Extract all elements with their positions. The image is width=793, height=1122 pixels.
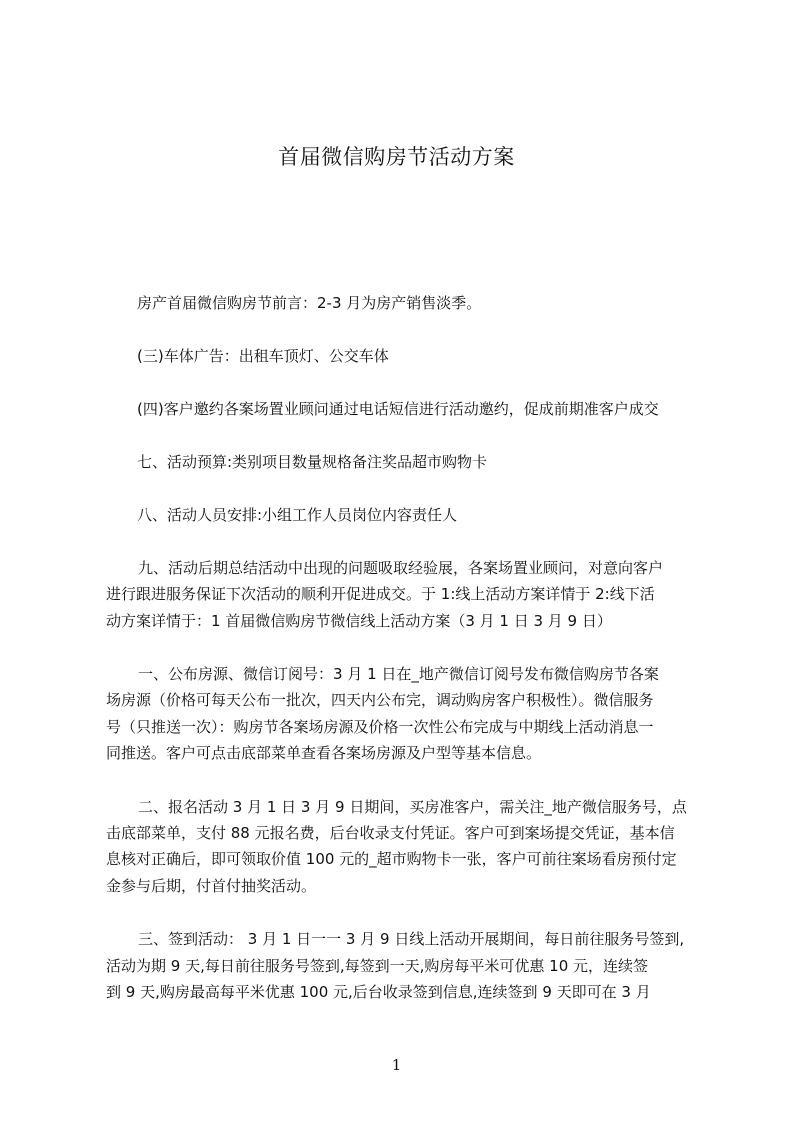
paragraph-line: 场房源（价格可每天公布一批次，四天内公布完，调动购房客户积极性）。微信服务 — [106, 691, 654, 709]
paragraph-line: 八、活动人员安排:小组工作人员岗位内容责任人 — [137, 506, 458, 524]
paragraph-line: 击底部菜单，支付 88 元报名费，后台收录支付凭证。客户可到案场提交凭证，基本信 — [106, 824, 675, 842]
paragraph-line: 号（只推送一次）：购房节各案场房源及价格一次性公布完成与中期线上活动消息一 — [106, 718, 654, 736]
document-title: 首届微信购房节活动方案 — [278, 145, 515, 169]
paragraph-line: 七、活动预算:类别项目数量规格备注奖品超市购物卡 — [137, 453, 488, 471]
page-number: 1 — [391, 1056, 402, 1074]
paragraph-line: 动方案详情于：1 首届微信购房节微信线上活动方案（3 月 1 日 3 月 9 日） — [106, 612, 612, 630]
paragraph-line: 进行跟进服务保证下次活动的顺利开促进成交。于 1:线上活动方案详情于 2:线下活 — [106, 585, 655, 603]
paragraph-line: 二、报名活动 3 月 1 日 3 月 9 日期间，买房准客户，需关注_地产微信服务号，点 — [138, 798, 687, 816]
paragraph-line: 同推送。客户可点击底部菜单查看各案场房源及户型等基本信息。 — [106, 744, 542, 762]
paragraph-line: 金参与后期，付首付抽奖活动。 — [106, 877, 317, 895]
paragraph-line: 九、活动后期总结活动中出现的问题吸取经验展，各案场置业顾问，对意向客户 — [138, 559, 664, 577]
paragraph-line: (三)车体广告：出租车顶灯、公交车体 — [137, 347, 389, 365]
paragraph-line: 房产首届微信购房节前言：2-3 月为房产销售淡季。 — [137, 294, 482, 312]
paragraph-line: 息核对正确后，即可领取价值 100 元的_超市购物卡一张，客户可前往案场看房预付定 — [106, 850, 677, 868]
paragraph-line: 到 9 天,购房最高每平米优惠 100 元,后台收录签到信息,连续签到 9 天即可在 3 月 — [106, 983, 651, 1001]
paragraph-line: 活动为期 9 天,每日前往服务号签到,每签到一天,购房每平米可优惠 10 元，连续签 — [106, 957, 649, 975]
paragraph-line: 三、签到活动： 3 月 1 日一一 3 月 9 日线上活动开展期间，每日前往服务号签到, — [138, 930, 685, 948]
paragraph-line: (四)客户邀约各案场置业顾问通过电话短信进行活动邀约，促成前期准客户成交 — [137, 400, 659, 418]
paragraph-line: 一、公布房源、微信订阅号：3 月 1 日在_地产微信订阅号发布微信购房节各案 — [138, 665, 659, 683]
